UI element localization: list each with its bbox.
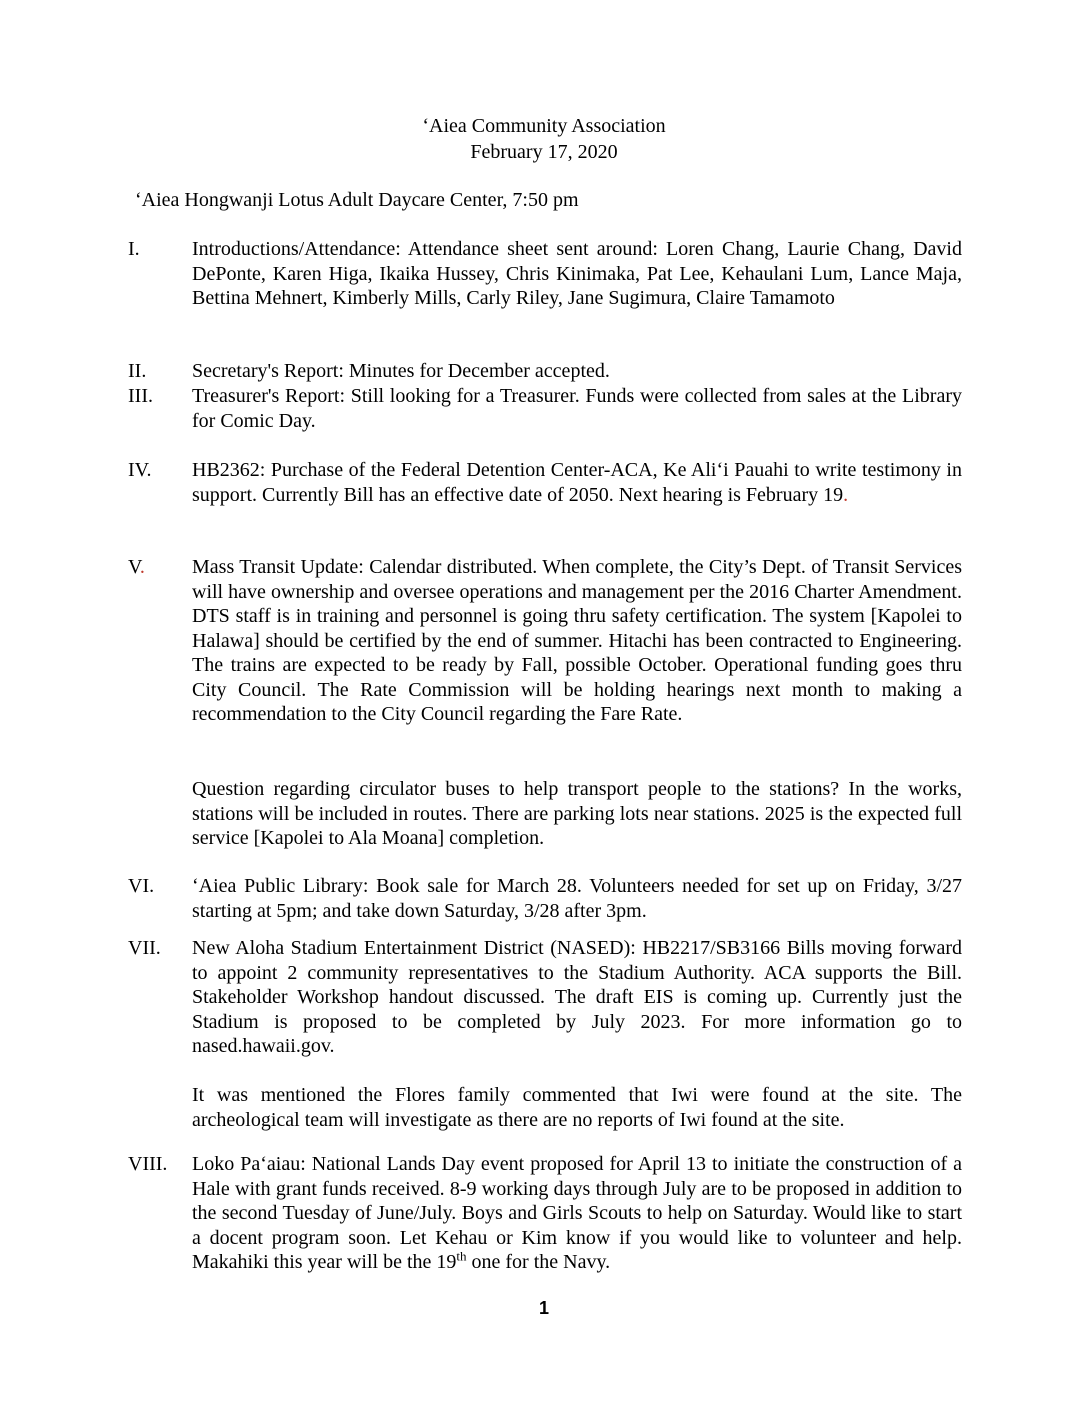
ordinal-suffix: th bbox=[456, 1248, 467, 1264]
item-number: IV. bbox=[128, 459, 152, 481]
agenda-item-2 bbox=[128, 359, 962, 384]
item-number: VIII. bbox=[128, 1153, 168, 1175]
item-number: VII. bbox=[128, 937, 161, 959]
agenda-item-1 bbox=[128, 237, 962, 311]
item-text: Mass Transit Update: Calendar distributed. When complete, the City’s Dept. of Transit Services will have ownership and oversee operations and management per the 2016 Charter Amendment. DTS staff is in training and personnel is going thru safety certification. The system [Kapolei to Halawa] should be certified by the end of summer. Hitachi has been contracted to Engineering. The trains are expected to be ready by Fall, possible October. Operational funding goes thru City Council. The Rate Commission will be holding hearings next month to making a recommendation to the City Council regarding the Fare Rate. bbox=[192, 556, 962, 725]
org-name: ‘Aiea Community Association bbox=[422, 115, 666, 137]
item-text: Treasurer's Report: Still looking for a Treasurer. Funds were collected from sales at the Library for Comic Day. bbox=[192, 385, 962, 432]
agenda-item-4 bbox=[128, 458, 962, 507]
agenda-item-7 bbox=[128, 936, 962, 1059]
item-number-main: V bbox=[128, 556, 140, 578]
agenda-item-8 bbox=[128, 1152, 962, 1275]
item-number: III. bbox=[128, 385, 153, 407]
item-text-end: . bbox=[843, 483, 849, 506]
item-text-main: Loko Pa‘aiau: National Lands Day event proposed for April 13 to initiate the construction of a Hale with grant funds received. 8-9 working days through July are to be proposed in addition to the second Tuesday of June/July. Boys and Girls Scouts to help on Saturday. Would like to start a docent program soon. Let Kehau or Kim know if you would like to volunteer and help. Makahiki this year will be the 19 bbox=[192, 1153, 962, 1273]
agenda-item-6 bbox=[128, 874, 962, 923]
meeting-date: February 17, 2020 bbox=[470, 141, 618, 163]
meeting-location: ‘Aiea Hongwanji Lotus Adult Daycare Center, 7:50 pm bbox=[135, 189, 579, 211]
agenda-item-7-paragraph-2: It was mentioned the Flores family commented that Iwi were found at the site. The archeological team will investigate as there are no reports of Iwi found at the site. bbox=[192, 1084, 962, 1131]
item-text: New Aloha Stadium Entertainment District (NASED): HB2217/SB3166 Bills moving forward to appoint 2 community representatives to the Stadium Authority. ACA supports the Bill. Stakeholder Workshop handout discussed. The draft EIS is coming up. Currently just the Stadium is proposed to be completed by July 2023. For more information go to nased.hawaii.gov. bbox=[192, 937, 962, 1057]
item-text: ‘Aiea Public Library: Book sale for March 28. Volunteers needed for set up on Friday, 3/27 starting at 5pm; and take down Saturday, 3/28 after 3pm. bbox=[192, 875, 962, 922]
agenda-item-3 bbox=[128, 384, 962, 433]
item-number bbox=[128, 555, 188, 580]
item-number-end: . bbox=[139, 556, 145, 578]
item-number: I. bbox=[128, 238, 140, 260]
item-text bbox=[192, 1152, 962, 1275]
page-number: 1 bbox=[538, 1298, 549, 1318]
item-text: Secretary's Report: Minutes for December accepted. bbox=[192, 360, 610, 382]
agenda-item-5-paragraph-2: Question regarding circulator buses to help transport people to the stations? In the works, stations will be included in routes. There are parking lots near stations. 2025 is the expected full service [Kapolei to Ala Moana] completion. bbox=[192, 778, 962, 849]
item-text bbox=[192, 458, 962, 507]
item-text: Introductions/Attendance: Attendance sheet sent around: Loren Chang, Laurie Chang, David DePonte, Karen Higa, Ikaika Hussey, Chris Kinimaka, Pat Lee, Kehaulani Lum, Lance Maja, Bettina Mehnert, Kimberly Mills, Carly Riley, Jane Sugimura, Claire Tamamoto bbox=[192, 238, 962, 309]
agenda-item-5 bbox=[128, 555, 962, 727]
item-number: II. bbox=[128, 360, 147, 382]
item-text-end: one for the Navy. bbox=[466, 1251, 611, 1273]
item-number: VI. bbox=[128, 875, 155, 897]
item-text-main: HB2362: Purchase of the Federal Detention Center-ACA, Ke Ali‘i Pauahi to write testimony in support. Currently Bill has an effective date of 2050. Next hearing is February 19 bbox=[192, 459, 962, 506]
document-header bbox=[0, 113, 1088, 165]
